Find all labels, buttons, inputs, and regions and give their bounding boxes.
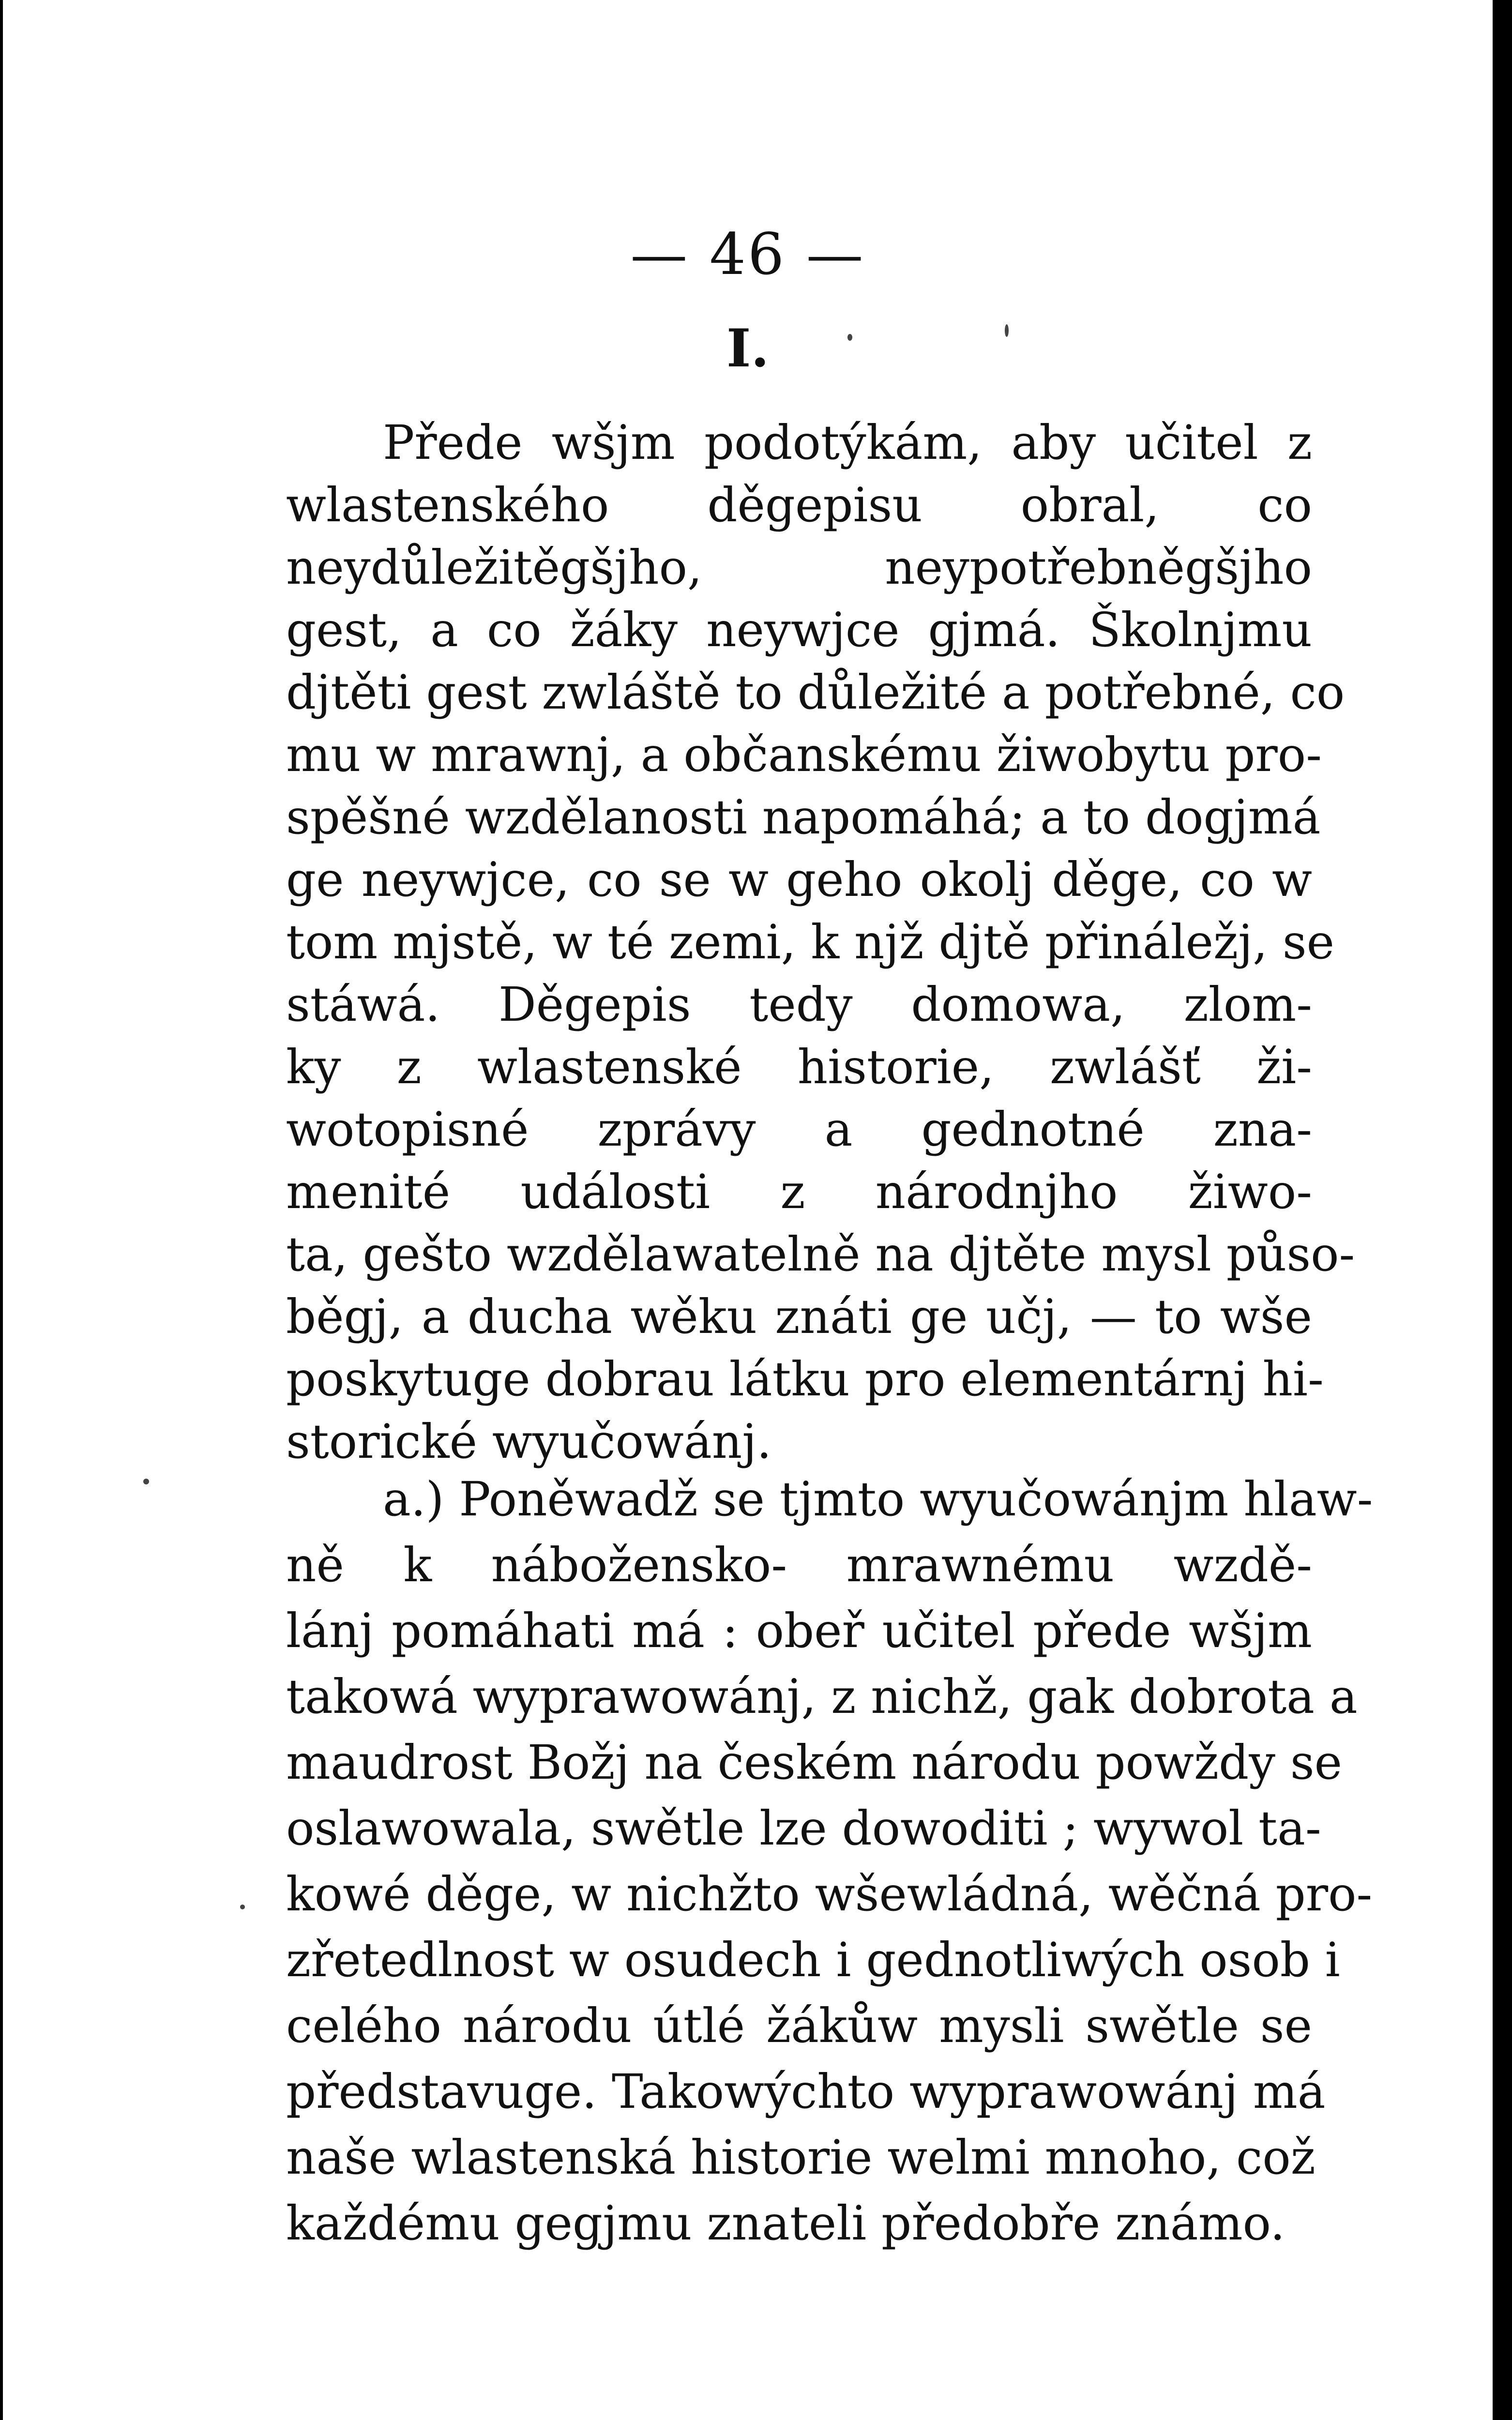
text-line: wlastenského děgepisu obral, co [286,478,1312,532]
text-line: tom mjstě, w té zemi, k njž djtě přináležj, se [286,915,1335,969]
scan-border-right [1493,0,1512,2420]
text-line: celého národu útlé žákůw mysli swětle se [286,1998,1312,2053]
scan-speck [1005,324,1009,337]
text-line: ta, gešto wzdělawatelně na djtěte mysl půso- [286,1227,1355,1282]
scan-speck [143,1479,149,1484]
text-line: Přede wšjm podotýkám, aby učitel z [383,415,1312,470]
text-line: djtěti gest zwláště to důležité a potřebné, co [286,665,1345,720]
text-line: běgj, a ducha wěku znáti ge učj, — to wše [286,1289,1312,1344]
scan-speck [240,1905,245,1909]
text-line: maudrost Božj na českém národu powždy se [286,1735,1343,1790]
page-number: — 46 — [630,221,865,287]
text-line: oslawowala, swětle lze dowoditi ; wywol ta- [286,1801,1321,1856]
text-line: neydůležitěgšjho, neypotřebněgšjho [286,540,1312,595]
text-line: lánj pomáhati má : obeř učitel přede wšjm [286,1603,1312,1658]
text-line: menité události z národnjho žiwo- [286,1165,1312,1219]
text-line: storické wyučowánj. [286,1414,772,1469]
text-line: kowé děge, w nichžto wšewládná, wěčná pro- [286,1867,1373,1921]
text-line: ky z wlastenské historie, zwlášť ži- [286,1040,1312,1094]
text-line: wotopisné zprávy a gednotné zna- [286,1102,1312,1157]
paragraph-2 [286,1467,1373,2256]
text-line: spěšné wzdělanosti napomáhá; a to dogjmá [286,790,1321,845]
text-line: ge neywjce, co se w geho okolj děge, co w [286,852,1312,907]
text-line: takowá wyprawowánj, z nichž, gak dobrota a [286,1669,1358,1724]
text-line: poskytuge dobrau látku pro elementárnj hi- [286,1352,1324,1407]
text-line: zřetedlnost w osudech i gednotliwých osob i [286,1933,1340,1987]
text-line: představuge. Takowýchto wyprawowánj má [286,2064,1326,2119]
text-line: ně k nábožensko- mrawnému wzdě- [286,1538,1312,1592]
text-line: stáwá. Děgepis tedy domowa, zlom- [286,977,1312,1032]
paragraph-1 [286,411,1355,1473]
book-page [3,0,1493,2420]
text-line: mu w mrawnj, a občanskému žiwobytu pro- [286,727,1322,782]
scan-speck [847,334,852,341]
text-line: gest, a co žáky neywjce gjmá. Školnjmu [286,603,1312,657]
section-heading: I. [726,318,770,379]
text-line: každému gegjmu znateli předobře známo. [286,2196,1285,2251]
text-line: a.) Poněwadž se tjmto wyučowánjm hlaw- [383,1472,1373,1527]
text-line: naše wlastenská historie welmi mnoho, což [286,2130,1315,2185]
